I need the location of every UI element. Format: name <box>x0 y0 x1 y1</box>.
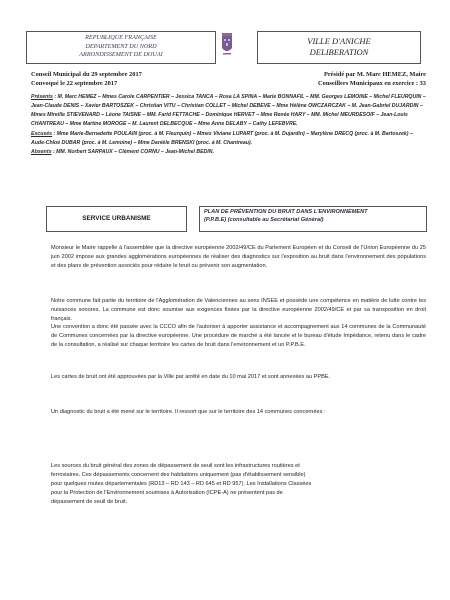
councillor-count: Conseillers Municipaux en exercice : 33 <box>318 79 426 87</box>
sources-line: pour quelques routes départementales (RD13 – RD 143 – RD 645 et RD 957). Les Installations Classées <box>51 481 312 488</box>
attendance-list <box>31 93 426 157</box>
header-district: ARRONDISSEMENT DE DOUAI <box>79 51 163 59</box>
absent-names: : MM. Norbert SARPAUX – Clément CORNU – Jean-Michel BEDIN. <box>51 148 214 155</box>
present-names: : M. Marc HEMEZ – Mmes Carole CARPENTIER – Jessica TANCA – Rosa LA SPINA – Marie BONNAFIL – MM. Georges LEMOINE – Michel FLEURQUIN – Jean-Claude DENIS – Xavier BARTOSZEK – Christian VITU – Christian COLLET – Michel DEBEVE – Mme Hélène OWCZARCZAK – M. Jean-Gabriel DUJARDIN – Mmes Mireille STIEVENARD – Léone TAISNE – MM. Farid FETTACHE – Dominique HERVET – Mme Renée HARY – MM. Michel MEURDESOIF – Jean-Louis CHANTREAU – Mme Martine MOROGE – M. Laurent DELBECQUE – Mme Anne DELABY – Cathy LEFEBVRE. <box>31 94 426 128</box>
paragraph-directive: Monsieur le Maire rappelle à l'assemblée que la directive européenne 2002/49/CE du Parlement Européen et du Conseil de l'Union Européenne du 25 juin 2002 impose aux grandes agglomérations européennes de réaliser des diagnostics sur l'exposition au bruit dans l'environnement des populations et des plans de prévention associés pour réduire le bruit ou prévenir son augmentation. <box>51 245 426 270</box>
present-label: Présents <box>31 94 53 100</box>
paragraph-commune: Notre commune fait partie du territoire de l'Agglomération de Valenciennes au sens INSEE et possède une compétence en matière de lutte contre les nuisances sonores. La commune est donc soumise aux exigences fixées par la directive européenne 2002/49/CE et par sa transposition en droit français. <box>51 298 426 323</box>
subject-title: PLAN DE PRÉVENTION DU BRUIT DANS L'ENVIRONNEMENT <box>204 209 368 215</box>
convocation-date: Convoqué le 22 septembre 2017 <box>31 79 118 87</box>
subject-box <box>199 206 427 232</box>
sources-line: ferroviaires. Ces dépassements concernent des habitations uniquement (pas d'établissement sensible) <box>51 472 306 479</box>
town-name: VILLE D'ANICHE <box>307 36 371 46</box>
service-box <box>46 206 187 232</box>
paragraph-maps: Les cartes de bruit ont été approuvées par la Ville par arrêté en date du 10 mai 2017 et sont annexées au PPBE. <box>51 374 331 380</box>
header-department: DEPARTEMENT DU NORD <box>85 42 157 50</box>
header-country: REPUBLIQUE FRANÇAISE <box>85 34 157 41</box>
sources-line: Les sources du bruit général des zones de dépassement de seuil sont les infrastructures routières et <box>51 463 300 469</box>
service-label: SERVICE URBANISME <box>82 215 151 222</box>
paragraph-diagnostic: Un diagnostic du bruit a été mené sur le territoire. Il ressort que sur le territoire des 14 communes concernées : <box>51 409 326 415</box>
session-info <box>31 71 426 88</box>
town-header-box <box>257 31 421 64</box>
paragraph-convention: Une convention a donc été passée avec la CCCO afin de l'autoriser à apporter assistance et accompagnement aux 14 communes de la Communauté de Communes concernées par la directive européenne. Une procédure de marché a été lancée et le bureau d'étude Impédance, retenu dans le cadre de la consultation, a réalisé sur chaque territoire les cartes de bruit dans l'environnement et un P.P.B.E. <box>51 324 426 349</box>
document-type: DELIBERATION <box>309 47 369 57</box>
excused-names: : Mme Marie-Bernadette POULAIN (proc. à M. Fleurquin) – Mmes Viviane LUPART (proc. à M. Dujardin) – Marylène DRECQ (proc. à M. Bartoszek) – Aude-Chloé DUBAR (proc. à M. Lemoine) – Mme Danièle BRENSKI (proc. à M. Chantreau). <box>31 130 413 146</box>
absent-label: Absents <box>31 148 52 155</box>
prefecture-header-box <box>26 31 216 64</box>
town-crest-icon <box>221 33 233 57</box>
council-date: Conseil Municipal du 29 septembre 2017 <box>31 71 142 78</box>
sources-line: pour la Protection de l'Environnement soumises à Autorisation (ICPE-A) ne présentent pas de <box>51 490 283 497</box>
paragraph-sources <box>51 462 426 507</box>
subject-note: (P.P.B.E) (consultable au Secrétariat Général) <box>204 216 324 223</box>
excused-label: Excusés <box>31 130 53 137</box>
president: Présidé par M. Marc HEMEZ, Maire <box>323 71 426 78</box>
sources-line: dépassement de seuil de bruit. <box>51 499 128 506</box>
